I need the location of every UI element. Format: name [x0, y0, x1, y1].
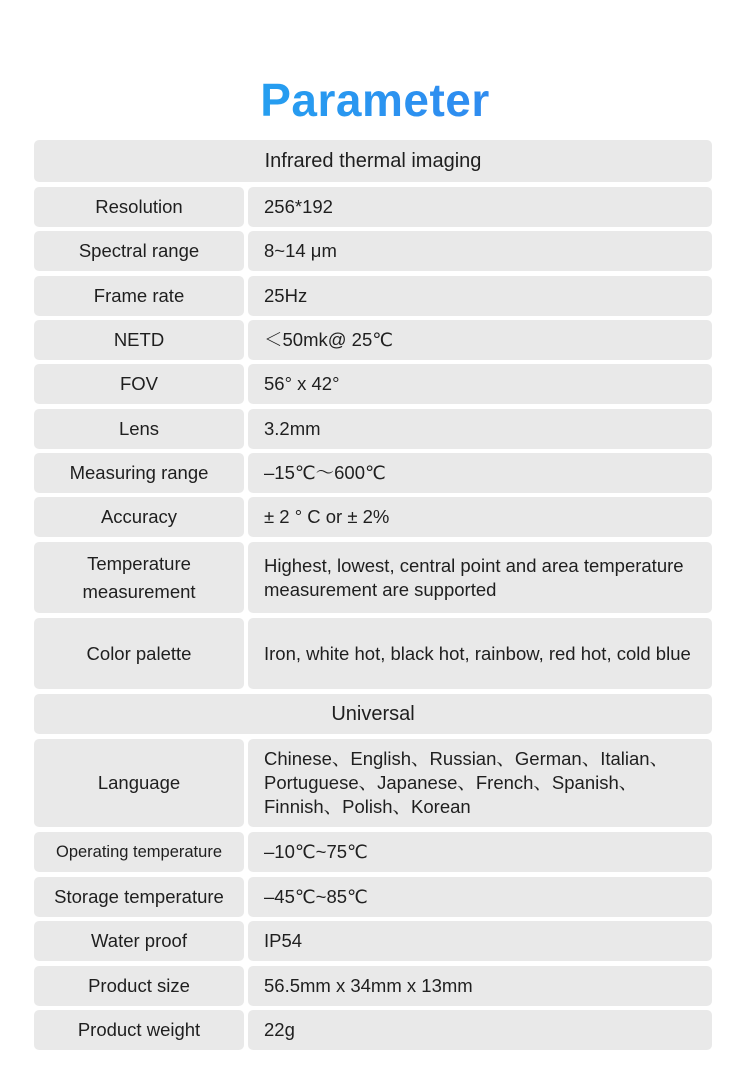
row-label: FOV [34, 364, 244, 404]
row-label: Spectral range [34, 231, 244, 271]
row-value: 8~14 μm [248, 231, 712, 271]
row-value: 56° x 42° [248, 364, 712, 404]
row-label: Language [34, 739, 244, 827]
table-row [34, 320, 712, 360]
table-row [34, 877, 712, 917]
row-value: 25Hz [248, 276, 712, 316]
section-header-universal: Universal [34, 694, 712, 734]
row-value: Iron, white hot, black hot, rainbow, red hot, cold blue [248, 618, 712, 689]
table-row [34, 497, 712, 537]
row-label: Color palette [34, 618, 244, 689]
section-header-infrared: Infrared thermal imaging [34, 140, 712, 182]
row-value: IP54 [248, 921, 712, 961]
table-row [34, 618, 712, 689]
row-label: Water proof [34, 921, 244, 961]
row-label: Frame rate [34, 276, 244, 316]
table-row [34, 832, 712, 872]
table-row [34, 1010, 712, 1050]
row-label: Operating temperature [34, 832, 244, 872]
row-label: Temperature measurement [34, 542, 244, 613]
table-row [34, 921, 712, 961]
row-value: 56.5mm x 34mm x 13mm [248, 966, 712, 1006]
table-row [34, 966, 712, 1006]
table-row [34, 453, 712, 493]
row-value: 256*192 [248, 187, 712, 227]
row-label: Accuracy [34, 497, 244, 537]
row-value: –15℃～600℃ [248, 453, 712, 493]
row-value: Chinese、English、Russian、German、Italian、Portuguese、Japanese、French、Spanish、Finnish、Polish、Korean [248, 739, 712, 827]
page-title: Parameter [0, 70, 750, 130]
row-value: Highest, lowest, central point and area temperature measurement are supported [248, 542, 712, 613]
row-value: 22g [248, 1010, 712, 1050]
table-row [34, 364, 712, 404]
row-label: Product size [34, 966, 244, 1006]
row-label: Storage temperature [34, 877, 244, 917]
row-value: 3.2mm [248, 409, 712, 449]
table-row [34, 409, 712, 449]
row-label: NETD [34, 320, 244, 360]
row-value: –45℃~85℃ [248, 877, 712, 917]
row-value: ＜50mk@ 25℃ [248, 320, 712, 360]
table-row [34, 739, 712, 827]
row-label: Lens [34, 409, 244, 449]
row-label: Product weight [34, 1010, 244, 1050]
row-label: Resolution [34, 187, 244, 227]
table-row [34, 231, 712, 271]
row-label: Measuring range [34, 453, 244, 493]
table-row [34, 542, 712, 613]
row-value: ± 2 ° C or ± 2% [248, 497, 712, 537]
table-row [34, 187, 712, 227]
row-value: –10℃~75℃ [248, 832, 712, 872]
table-row [34, 276, 712, 316]
